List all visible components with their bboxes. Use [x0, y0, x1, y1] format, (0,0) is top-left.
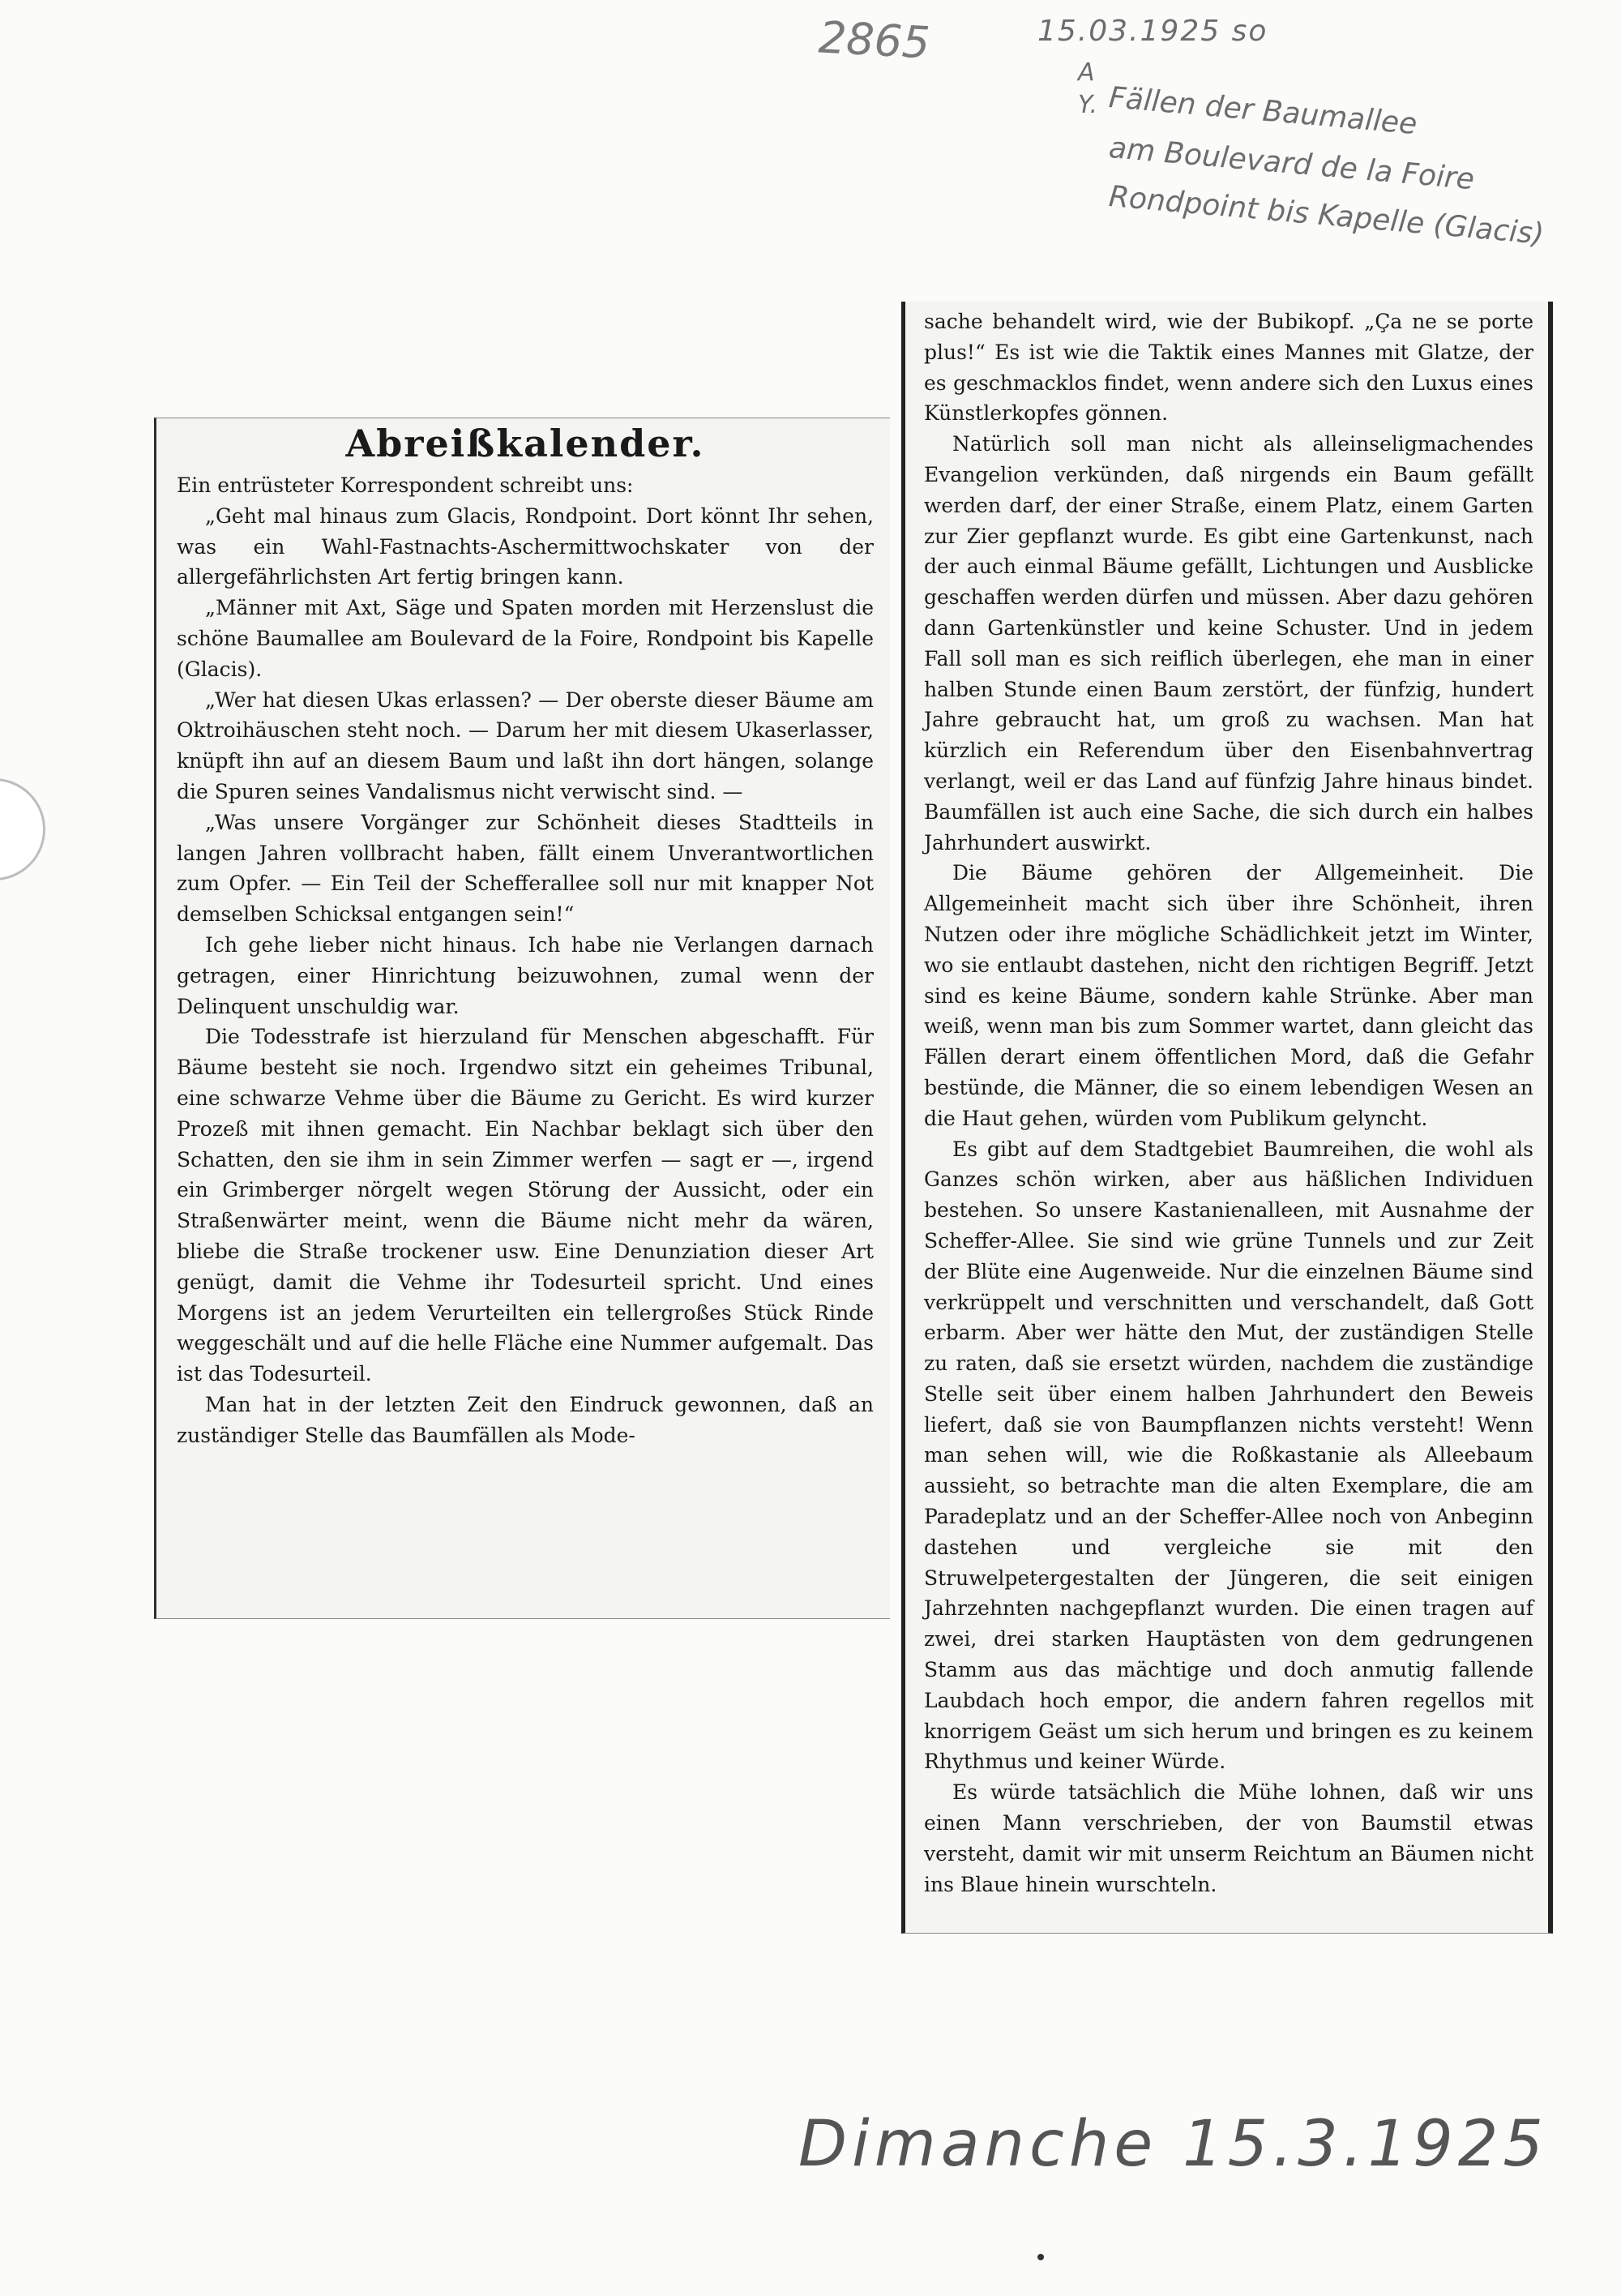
handwritten-note-line: Fällen der Baumallee [1107, 81, 1418, 142]
article-paragraph: „Was unsere Vorgänger zur Schönheit dieses Stadtteils in langen Jahren vollbracht haben, fällt einem Unverantwortlichen zum Opfer. — Ein Teil der Schefferallee soll nur mit knapper Not demselben Schicksal entgangen sein!“ [177, 810, 874, 927]
article-left-column [177, 470, 874, 1451]
article-paragraph: „Geht mal hinaus zum Glacis, Rondpoint. Dort könnt Ihr sehen, was ein Wahl-Fastnachts-Aschermittwochskater von der allergefährlichsten Art fertig bringen kann. [177, 503, 874, 589]
handwritten-note-line: Rondpoint bis Kapelle (Glacis) [1107, 180, 1546, 251]
binder-punch-hole [0, 778, 45, 880]
article-paragraph: Die Bäume gehören der Allgemeinheit. Die Allgemeinheit macht sich über ihre Schönheit, ihren Nutzen oder ihre mögliche Schädlichkeit jetzt im Winter, wo sie entlaubt dastehen, nicht den richtigen Begriff. Jetzt sind es keine Bäume, sondern kahle Strünke. Aber man weiß, wenn man bis zum Sommer wartet, dann gleicht das Fällen derart einem öffentlichen Mord, daß die Gefahr bestünde, die Männer, die so einem lebendigen Wesen an die Haut gehen, würden vom Publikum gelyncht. [924, 861, 1533, 1130]
article-paragraph: Ich gehe lieber nicht hinaus. Ich habe nie Verlangen darnach getragen, einer Hinrichtung beizuwohnen, zumal wenn der Delinquent unschuldig war. [177, 932, 874, 1018]
archive-number: 2865 [817, 11, 931, 69]
article-paragraph: Natürlich soll man nicht als alleinseligmachendes Evangelion verkünden, daß nirgends ein Baum gefällt werden darf, der einer Straße, einem Platz, einem Garten zur Zier gepflanzt wurde. Es gibt eine Gartenkunst, nach der auch einmal Bäume gefällt, Lichtungen und Ausblicke geschaffen werden dürfen und müssen. Aber dazu gehören dann Gartenkünstler und keine Schuster. Und in jedem Fall soll man es sich reiflich überlegen, ehe man in einer halben Stunde einen Baum zerstört, der fünfzig, hundert Jahre gebraucht hat, um groß zu wachsen. Man hat kürzlich ein Referendum über den Eisenbahnvertrag verlangt, weil er das Land auf fünfzig Jahre hinaus bindet. Baumfällen ist auch eine Sache, die sich durch ein halbes Jahrhundert auswirkt. [924, 432, 1533, 855]
ink-dot [1037, 2254, 1044, 2260]
article-title: Abreißkalender. [345, 422, 705, 465]
article-paragraph: Ein entrüsteter Korrespondent schreibt uns: [177, 473, 634, 497]
article-paragraph: Man hat in der letzten Zeit den Eindruck gewonnen, daß an zuständiger Stelle das Baumfällen als Mode- [177, 1392, 874, 1447]
article-paragraph: Es würde tatsächlich die Mühe lohnen, daß wir uns einen Mann verschrieben, der von Baumstil etwas versteht, damit wir mit unserm Reichtum an Bäumen nicht ins Blaue hinein wurschteln. [924, 1780, 1533, 1896]
handwritten-letter-y: Y. [1078, 91, 1097, 119]
article-paragraph: „Wer hat diesen Ukas erlassen? — Der oberste dieser Bäume am Oktroihäuschen steht noch. — Darum her mit diesem Ukaserlasser, knüpft ihn auf an diesem Baum und laßt ihn dort hängen, solange die Spuren seines Vandalismus nicht verwischt sind. — [177, 688, 874, 803]
article-paragraph: „Männer mit Axt, Säge und Spaten morden mit Herzenslust die schöne Baumallee am Boulevard de la Foire, Rondpoint bis Kapelle (Glacis). [177, 596, 874, 681]
handwritten-note-line: am Boulevard de la Foire [1107, 131, 1476, 197]
article-right-column [924, 306, 1533, 1900]
article-paragraph: Es gibt auf dem Stadtgebiet Baumreihen, die wohl als Ganzes schön wirken, aber aus häßlichen Individuen bestehen. So unsere Kastanienalleen, mit Ausnahme der Scheffer-Allee. Sie sind wie grüne Tunnels und zur Zeit der Blüte eine Augenweide. Nur die einzelnen Bäume sind verkrüppelt und verschnitten und verschandelt, daß Gott erbarm. Aber wer hätte den Mut, der zuständigen Stelle zu raten, daß sie ersetzt würden, nachdem die zuständige Stelle seit über einem halben Jahrhundert den Beweis liefert, daß sie von Baumpflanzen nichts versteht! Wenn man sehen will, wie die Roßkastanie als Alleebaum aussieht, so betrachte man die alten Exemplare, die am Paradeplatz und an der Scheffer-Allee noch von Anbeginn dastehen und vergleiche sie mit den Struwelpetergestalten der Jüngeren, die seit einigen Jahrzehnten nachgepflanzt wurden. Die einen tragen auf zwei, drei starken Hauptästen von dem gedrungenen Stamm aus das mächtige und doch anmutig fallende Laubdach hoch empor, die andern fahren regellos mit knorrigem Geäst um sich herum und bringen es zu keinem Rhythmus und keiner Würde. [924, 1137, 1533, 1774]
handwritten-date-code: 15.03.1925 so [1037, 15, 1268, 48]
article-paragraph: sache behandelt wird, wie der Bubikopf. „Ça ne se porte plus!“ Es ist wie die Taktik eines Mannes mit Glatze, der es geschmacklos findet, wenn andere sich den Luxus eines Künstlerkopfes gönnen. [924, 310, 1533, 426]
article-title-block [177, 422, 874, 465]
article-paragraph: Die Todesstrafe ist hierzuland für Menschen abgeschafft. Für Bäume besteht sie noch. Irgendwo sitzt ein geheimes Tribunal, eine schwarze Vehme über die Bäume zu Gericht. Es wird kurzer Prozeß mit ihnen gemacht. Ein Nachbar beklagt sich über den Schatten, den sie ihm in sein Zimmer werfen — sagt er —, irgend ein Grimberger nörgelt wegen Störung der Aussicht, oder ein Straßenwärter meint, wenn die Bäume nicht mehr da wären, bliebe die Straße trockener usw. Eine Denunziation dieser Art genügt, damit die Vehme ihr Todesurteil spricht. Und eines Morgens ist an jedem Verurteilten ein tellergroßes Stück Rinde weggeschält und auf die helle Fläche eine Nummer aufgemalt. Das ist das Todesurteil. [177, 1025, 874, 1386]
handwritten-bottom-date: Dimanche 15.3.1925 [798, 2108, 1549, 2181]
handwritten-letter-a: A [1078, 58, 1095, 87]
